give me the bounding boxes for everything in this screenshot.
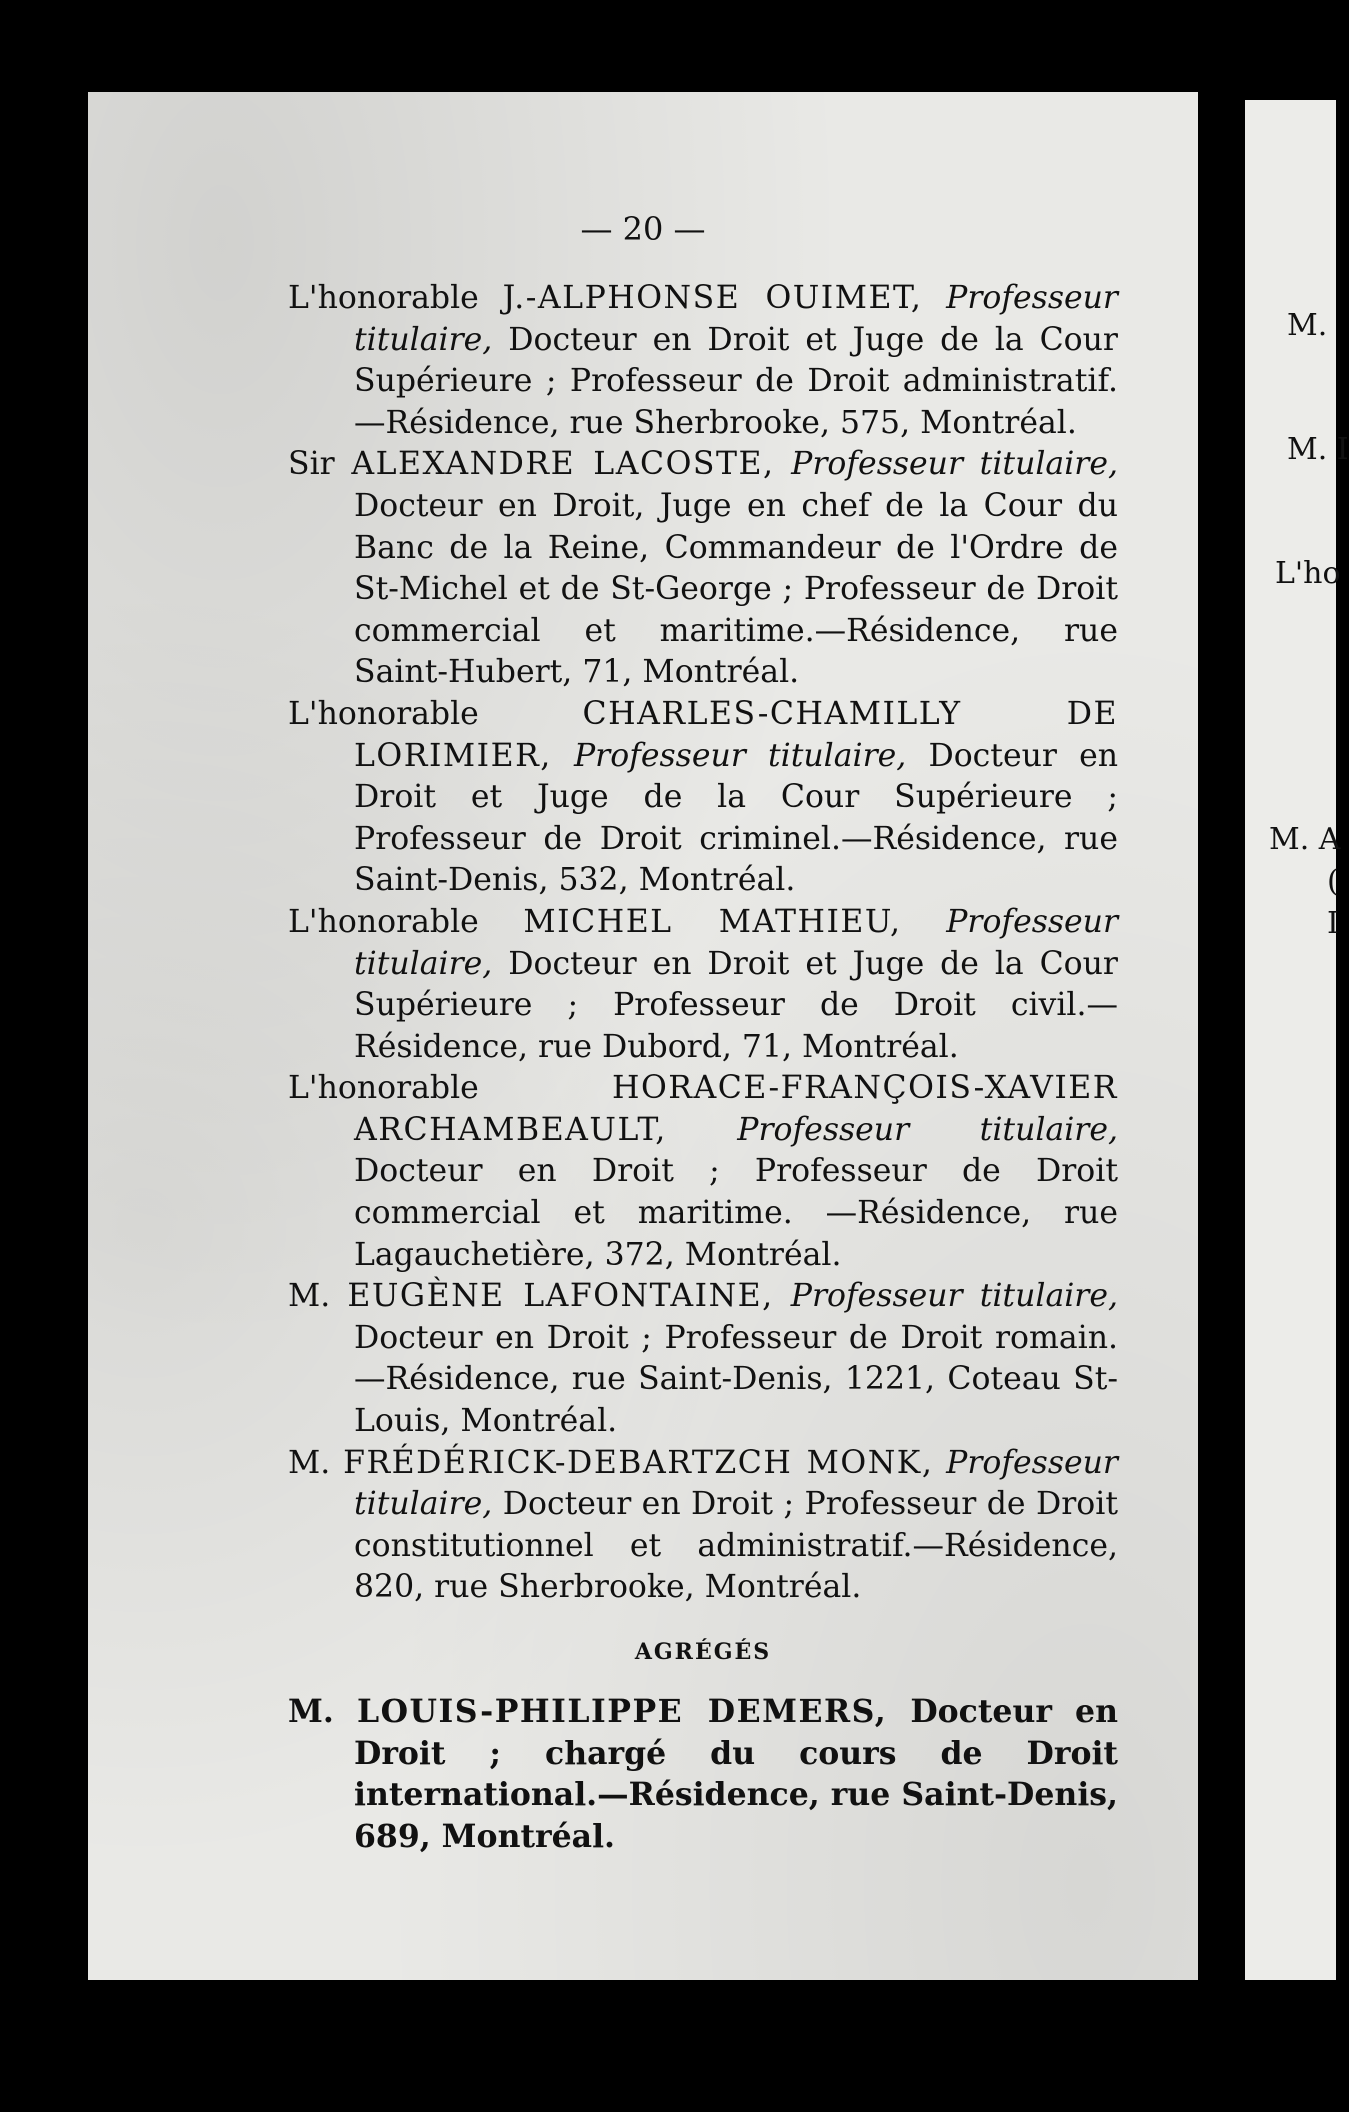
faculty-entry xyxy=(288,1443,1118,1609)
faculty-entry xyxy=(288,1068,1118,1276)
entry-name: J.-ALPHONSE OUIMET, xyxy=(502,280,923,316)
book-page xyxy=(88,92,1198,1980)
facing-page-fragment: M. A xyxy=(1269,822,1341,857)
faculty-entry xyxy=(288,1276,1118,1442)
section-heading: AGRÉGÉS xyxy=(634,1639,772,1665)
entry-details: Docteur en Droit ; chargé du cours de Droit international.—Résidence, rue Saint-Denis, 689, Montréal. xyxy=(354,1693,1118,1855)
entry-details: Docteur en Droit ; Professeur de Droit romain.—Résidence, rue Saint-Denis, 1221, Coteau St-Louis, Montréal. xyxy=(354,1319,1118,1440)
entry-title: Professeur titulaire, xyxy=(354,903,1119,982)
entry-title: Professeur titulaire, xyxy=(573,737,907,774)
entry-details: Docteur en Droit, Juge en chef de la Cour du Banc de la Reine, Commandeur de l'Ordre de St-Michel et de St-George ; Professeur de Droit commercial et maritime.—Résidence, rue Saint-Hubert, 71, Montréal. xyxy=(354,487,1118,691)
facing-page-fragment: I xyxy=(1327,906,1339,941)
entry-name: ALEXANDRE LACOSTE, xyxy=(351,446,775,483)
entry-name: FRÉDÉRICK-DEBARTZCH MONK, xyxy=(343,1444,934,1481)
entry-title: Professeur titulaire, xyxy=(737,1111,1119,1148)
facing-page-fragment: ( xyxy=(1327,864,1339,899)
faculty-list xyxy=(288,278,1118,1857)
facing-page-edge xyxy=(1245,100,1349,1980)
agrege-entry xyxy=(288,1691,1118,1857)
entry-name: EUGÈNE LAFONTAINE, xyxy=(347,1278,774,1315)
entry-prefix: L'honorable xyxy=(288,695,479,732)
entry-details: Docteur en Droit ; Professeur de Droit constitutionnel et administratif.—Résidence, 820, rue Sherbrooke, Montréal. xyxy=(354,1486,1118,1606)
faculty-entry xyxy=(288,278,1118,444)
faculty-entry xyxy=(288,694,1118,902)
entry-prefix: L'honorable xyxy=(288,1070,479,1107)
page-number: — 20 — xyxy=(580,210,706,248)
entry-prefix: M. xyxy=(288,1278,331,1315)
faculty-entry xyxy=(288,902,1118,1068)
entry-name: CHARLES-CHAMILLY DE LORIMIER, xyxy=(354,695,1118,774)
entry-prefix: L'honorable xyxy=(288,280,479,316)
entry-details: Docteur en Droit et Juge de la Cour Supérieure ; Professeur de Droit administratif.—Résidence, rue Sherbrooke, 575, Montréal. xyxy=(354,321,1118,441)
facing-page-fragment: M. xyxy=(1287,308,1328,343)
faculty-entry xyxy=(288,444,1118,694)
entry-title: Professeur titulaire, xyxy=(790,1278,1119,1315)
entry-details: Docteur en Droit et Juge de la Cour Supérieure ; Professeur de Droit civil.—Résidence, rue Dubord, 71, Montréal. xyxy=(354,945,1118,1065)
entry-prefix: Sir xyxy=(288,446,335,483)
entry-details: Docteur en Droit et Juge de la Cour Supérieure ; Professeur de Droit criminel.—Résidence, rue Saint-Denis, 532, Montréal. xyxy=(354,737,1119,899)
entry-title: Professeur titulaire, xyxy=(354,1444,1118,1523)
entry-name: LOUIS-PHILIPPE DEMERS, xyxy=(356,1693,888,1730)
facing-page-fragment: M. I xyxy=(1287,432,1349,467)
entry-title: Professeur titulaire, xyxy=(791,446,1118,483)
entry-title: Professeur titulaire, xyxy=(354,280,1118,358)
entry-prefix: M. xyxy=(288,1444,331,1481)
entry-name: HORACE-FRANÇOIS-XAVIER ARCHAMBEAULT, xyxy=(354,1070,1118,1148)
entry-name: MICHEL MATHIEU, xyxy=(523,903,902,940)
facing-page-fragment: L'ho xyxy=(1275,556,1341,591)
entry-prefix: M. xyxy=(288,1693,334,1730)
entry-prefix: L'honorable xyxy=(288,903,479,940)
entry-details: Docteur en Droit ; Professeur de Droit commercial et maritime. —Résidence, rue Lagauchetière, 372, Montréal. xyxy=(354,1153,1118,1273)
